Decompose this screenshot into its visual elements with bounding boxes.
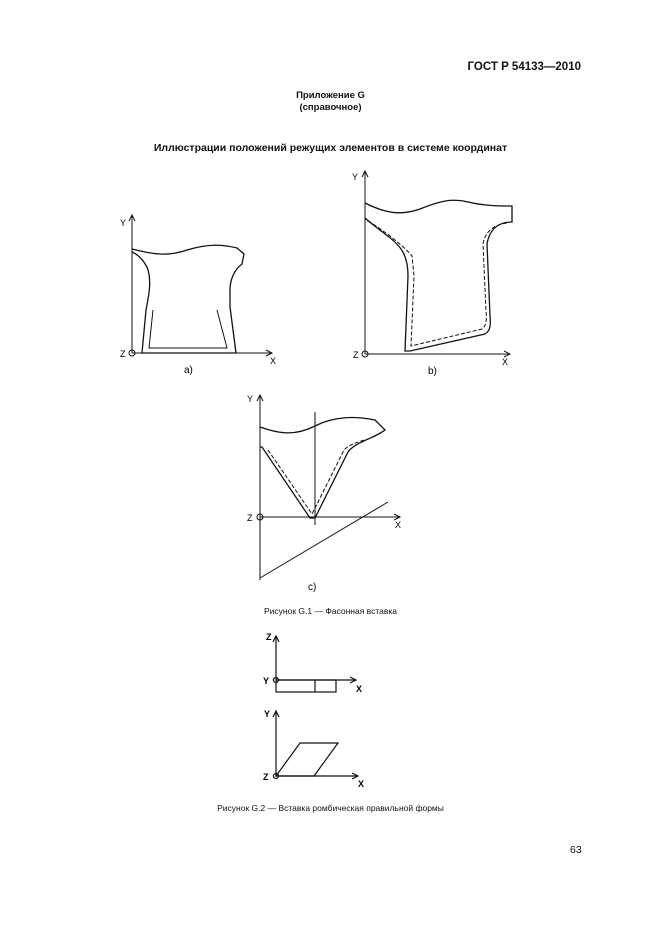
- panel-c-label: c): [308, 582, 317, 593]
- panel-a-label: a): [184, 365, 193, 376]
- x-axis-label: X: [356, 684, 363, 694]
- page-number: 63: [570, 844, 582, 856]
- z-axis-label: Z: [120, 349, 126, 359]
- document-header-code: ГОСТ Р 54133—2010: [467, 61, 581, 73]
- section-title: Иллюстрации положений режущих элементов в системе координат: [153, 142, 508, 154]
- x-axis-label: X: [502, 357, 509, 367]
- appendix-heading: [0, 90, 661, 114]
- appendix-title: Приложение G: [296, 90, 365, 101]
- z-axis-label: Z: [263, 772, 269, 782]
- y-axis-label: Y: [263, 676, 270, 686]
- y-axis-label: Y: [352, 172, 359, 182]
- panel-b-label: b): [428, 366, 437, 377]
- insert-b-dashed-profile: [368, 221, 508, 346]
- x-axis-label: X: [270, 356, 277, 366]
- y-axis-label: Y: [264, 709, 271, 719]
- oblique-reference-line: [260, 502, 388, 578]
- y-axis-label: Y: [247, 394, 254, 404]
- figure-g1-panel-c: [240, 390, 410, 600]
- y-axis-label: Y: [120, 218, 127, 228]
- figure-g1-panel-b: [340, 166, 525, 381]
- figure-g2-front-view: [260, 628, 380, 698]
- x-axis-label: X: [395, 520, 402, 530]
- insert-a-outline: [132, 245, 244, 353]
- figure-g1-panel-a: [112, 210, 292, 380]
- insert-b-outline: [365, 200, 512, 351]
- appendix-note: (справочное): [299, 102, 362, 113]
- figure-g2-plan-view: [260, 703, 380, 793]
- figure-g2-caption: Рисунок G.2 — Вставка ромбическая правильной формы: [217, 803, 444, 813]
- z-axis-label: Z: [266, 632, 272, 642]
- insert-c-dashed-profile: [268, 439, 368, 514]
- z-axis-label: Z: [353, 350, 359, 360]
- insert-side-view: [276, 680, 336, 692]
- insert-c-outline: [260, 418, 385, 518]
- x-axis-label: X: [358, 779, 365, 789]
- figure-g1-caption: Рисунок G.1 — Фасонная вставка: [263, 606, 398, 616]
- rhombic-insert: [276, 743, 338, 776]
- z-axis-label: Z: [247, 513, 253, 523]
- insert-a-cut-lines: [149, 310, 227, 348]
